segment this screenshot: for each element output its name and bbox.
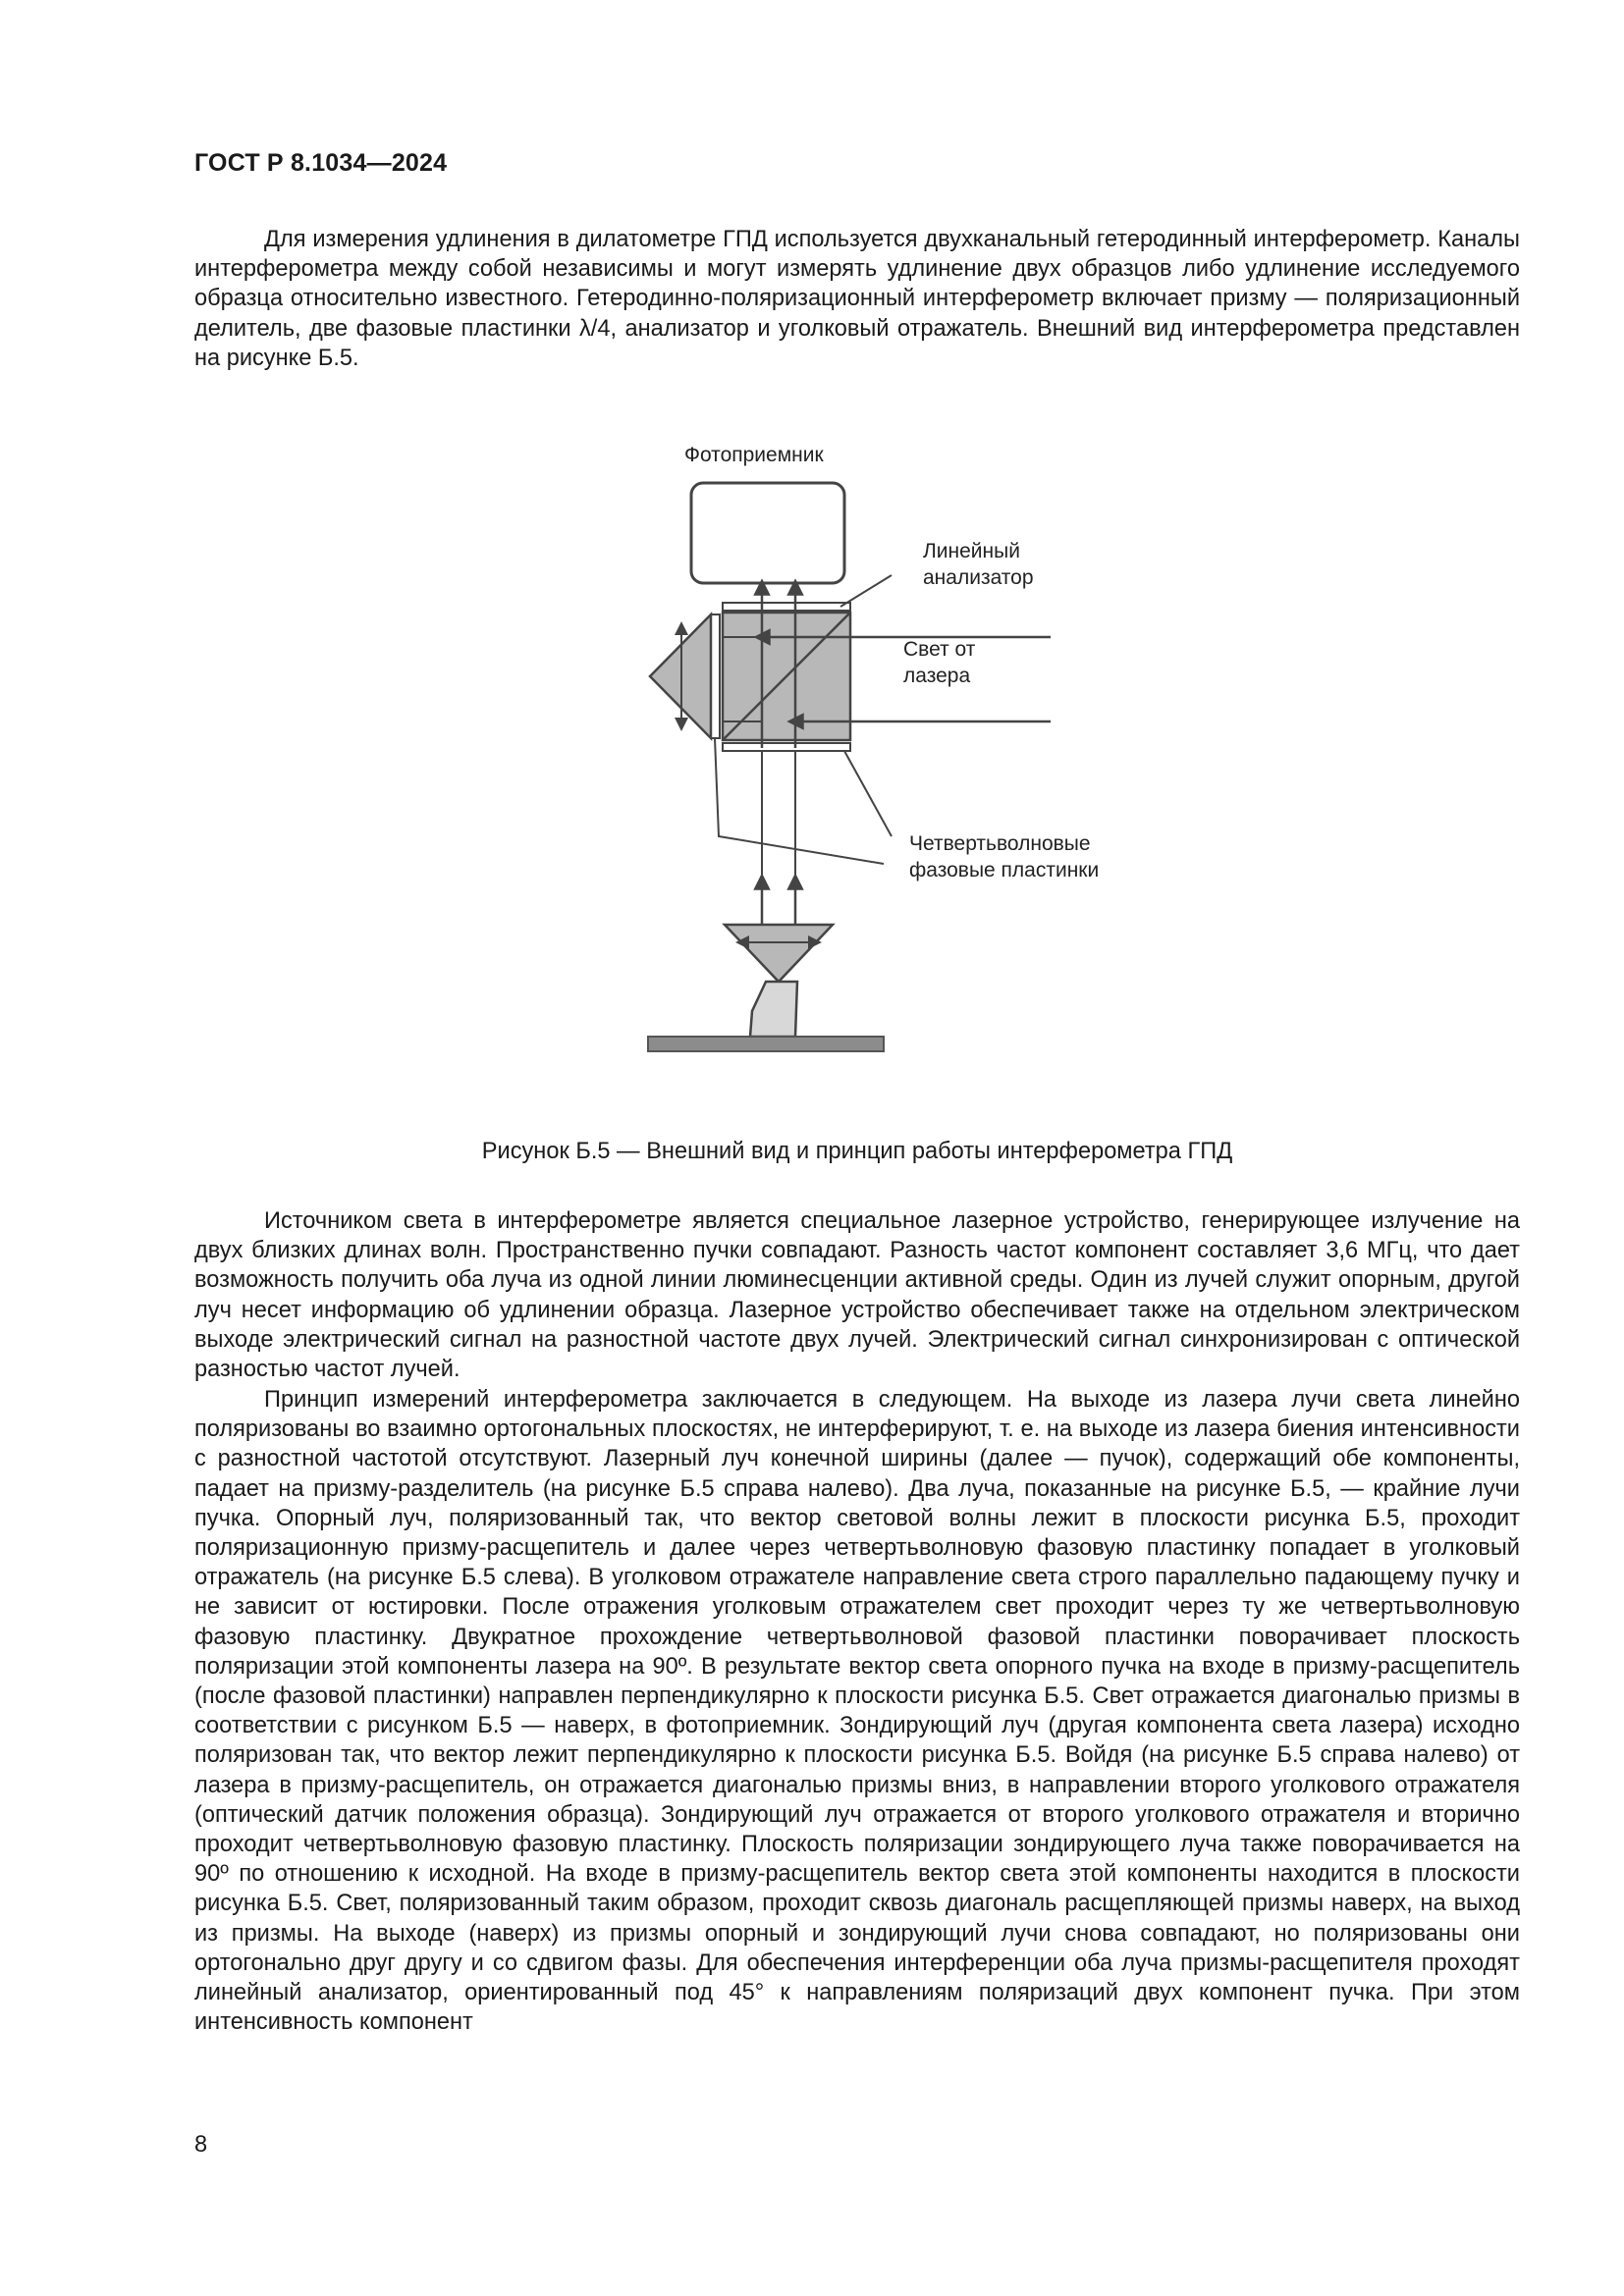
plates-leader-left [715,738,884,864]
base-plate [648,1037,884,1051]
bottom-quarter-wave-plate [723,743,850,751]
page-number: 8 [194,2132,208,2158]
figure-caption: Рисунок Б.5 — Внешний вид и принцип работы интерферометра ГПД [481,1139,1233,1164]
intro-paragraph [194,225,1520,373]
reflector-holder [750,982,797,1037]
light-source-paragraph [194,1206,1520,1384]
principle-paragraph-text: Принцип измерений интерферометра заключается в следующем. На выходе из лазера лучи света линейно поляризованы во взаимно ортогональных плоскостях, не интерферируют, т. е. на выходе из лазера биения интенсивности с разностной частотой отсутствуют. Лазерный луч конечной ширины (далее — пучок), содержащий обе компоненты, падает на призму-разделитель (на рисунке Б.5 справа налево). Два луча, показанные на рисунке Б.5, — крайние лучи пучка. Опорный луч, поляризованный так, что вектор световой волны лежит в плоскости рисунка Б.5, проходит поляризационную призму-расщепитель и далее через четвертьволновую фазовую пластинку попадает в уголковый отражатель (на рисунке Б.5 слева). В уголковом отражателе направление света строго параллельно падающему пучку и не зависит от юстировки. После отражения уголковым отражателем свет проходит через ту же четвертьволновую фазовую пластинку. Двукратное прохождение четвертьволновой фазовой пластинки поворачивает плоскость поляризации этой компоненты лазера на 90º. В результате вектор света опорного пучка на входе в призму-расщепитель (после фазовой пластинки) направлен перпендикулярно к плоскости рисунка Б.5. Свет отражается диагональю призмы в соответствии с рисунком Б.5 — наверх, в фотоприемник. Зондирующий луч (другая компонента света лазера) исходно поляризован так, что вектор лежит перпендикулярно к плоскости рисунка Б.5. Войдя (на рисунке Б.5 справа налево) от лазера в призму-расщепитель, он отражается диагональю призмы вниз, в направлении второго уголкового отражателя (оптический датчик положения образца). Зондирующий луч отражается от второго уголкового отражателя и вторично проходит четвертьволновую фазовую пластинку. Плоскость поляризации зондирующего луча также поворачивается на 90º по отношению к исходной. На входе в призму-расщепитель вектор света этой компоненты находится в плоскости рисунка Б.5. Свет, поляризованный таким образом, проходит сквозь диагональ расщепляющей призмы наверх, на выход из призмы. На выходе (наверх) из призмы опорный и зондирующий лучи снова совпадают, но поляризованы они ортогонально друг другу и со сдвигом фазы. Для обеспечения интерференции оба луча призмы-расщепителя проходят линейный анализатор, ориентированный под 45° к направлениям поляризаций двух компонент пучка. При этом интенсивность компонент [194,1387,1520,2036]
plates-label: Четвертьволновые фазовые пластинки [909,832,1100,881]
plates-leader-right [844,751,892,836]
lower-corner-reflector [725,925,833,982]
principle-paragraph [194,1385,1520,2037]
intro-paragraph-text: Для измерения удлинения в дилатометре ГПД используется двухканальный гетеродинный интерферометр. Каналы интерферометра между собой независимы и могут измерять удлинение двух образцов либо удлинение исследуемого образца относительно известного. Гетеродинно-поляризационный интерферометр включает призму — поляризационный делитель, две фазовые пластинки λ/4, анализатор и уголковый отражатель. Внешний вид интерферометра представлен на рисунке Б.5. [194,227,1520,371]
analyzer-label: Линейный анализатор [923,540,1034,589]
photodetector-label: Фотоприемник [684,444,824,466]
left-quarter-wave-plate [711,614,720,738]
analyzer-leader [840,575,892,607]
interferometer-figure [550,432,1139,1119]
laser-label: Свет от лазера [903,638,976,687]
photodetector-box [691,483,844,583]
interferometer-diagram [550,432,1139,1119]
light-source-paragraph-text: Источником света в интерферометре является специальное лазерное устройство, генерирующее излучение на двух близких длинах волн. Пространственно пучки совпадают. Разность частот компонент составляет 3,6 МГц, что дает возможность получить оба луча из одной линии люминесценции активной среды. Один из лучей служит опорным, другой луч несет информацию об удлинении образца. Лазерное устройство обеспечивает также на отдельном электрическом выходе электрический сигнал на разностной частоте двух лучей. Электрический сигнал синхронизирован с оптической разностью частот лучей. [194,1208,1520,1383]
document-header: ГОСТ Р 8.1034—2024 [194,149,448,177]
linear-analyzer-plate [723,603,850,611]
